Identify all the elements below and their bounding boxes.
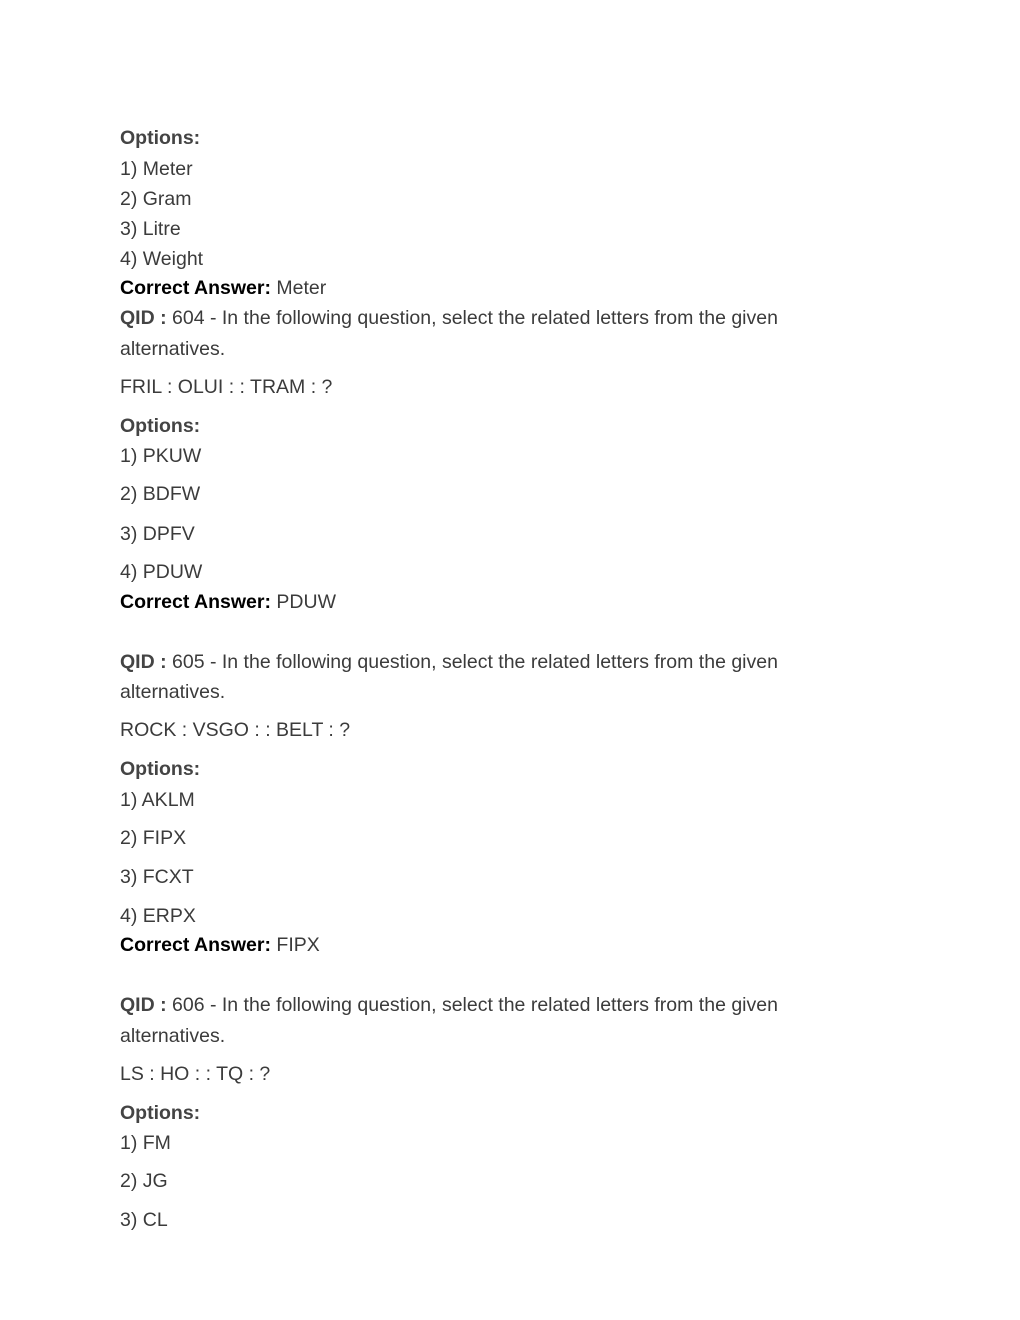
correct-answer-line [120, 277, 326, 299]
option-item: 1) AKLM [120, 789, 195, 811]
option-item: 1) FM [120, 1132, 171, 1154]
question-text-continued: alternatives. [120, 1025, 226, 1047]
correct-answer-value: PDUW [276, 591, 336, 613]
question-qid-604 [120, 307, 778, 329]
question-prompt: LS : HO : : TQ : ? [120, 1063, 271, 1085]
option-item: 1) Meter [120, 158, 193, 180]
correct-answer-line [120, 591, 336, 613]
question-text: 605 - In the following question, select the related letters from the given [172, 651, 778, 673]
question-text: 604 - In the following question, select the related letters from the given [172, 307, 778, 329]
question-text-continued: alternatives. [120, 338, 226, 360]
option-item: 2) JG [120, 1170, 168, 1192]
options-heading: Options: [120, 127, 201, 149]
option-item: 2) Gram [120, 188, 192, 210]
option-item: 2) FIPX [120, 827, 187, 849]
question-prompt: ROCK : VSGO : : BELT : ? [120, 719, 351, 741]
correct-answer-label: Correct Answer: [120, 934, 271, 956]
option-item: 4) Weight [120, 248, 204, 270]
option-item: 4) ERPX [120, 905, 196, 927]
option-item: 2) BDFW [120, 483, 201, 505]
question-prompt: FRIL : OLUI : : TRAM : ? [120, 376, 333, 398]
option-item: 4) PDUW [120, 561, 203, 583]
qid-label: QID : [120, 307, 167, 329]
option-item: 3) CL [120, 1209, 168, 1231]
options-heading: Options: [120, 415, 201, 437]
correct-answer-value: Meter [276, 277, 327, 299]
options-heading: Options: [120, 1102, 201, 1124]
option-item: 3) DPFV [120, 523, 195, 545]
question-text: 606 - In the following question, select the related letters from the given [172, 994, 778, 1016]
qid-label: QID : [120, 651, 167, 673]
options-heading: Options: [120, 758, 201, 780]
option-item: 3) FCXT [120, 866, 194, 888]
correct-answer-line [120, 934, 320, 956]
question-qid-606 [120, 994, 778, 1016]
question-text-continued: alternatives. [120, 681, 226, 703]
correct-answer-label: Correct Answer: [120, 591, 271, 613]
correct-answer-value: FIPX [276, 934, 320, 956]
qid-label: QID : [120, 994, 167, 1016]
option-item: 1) PKUW [120, 445, 202, 467]
question-qid-605 [120, 651, 778, 673]
option-item: 3) Litre [120, 218, 181, 240]
correct-answer-label: Correct Answer: [120, 277, 271, 299]
